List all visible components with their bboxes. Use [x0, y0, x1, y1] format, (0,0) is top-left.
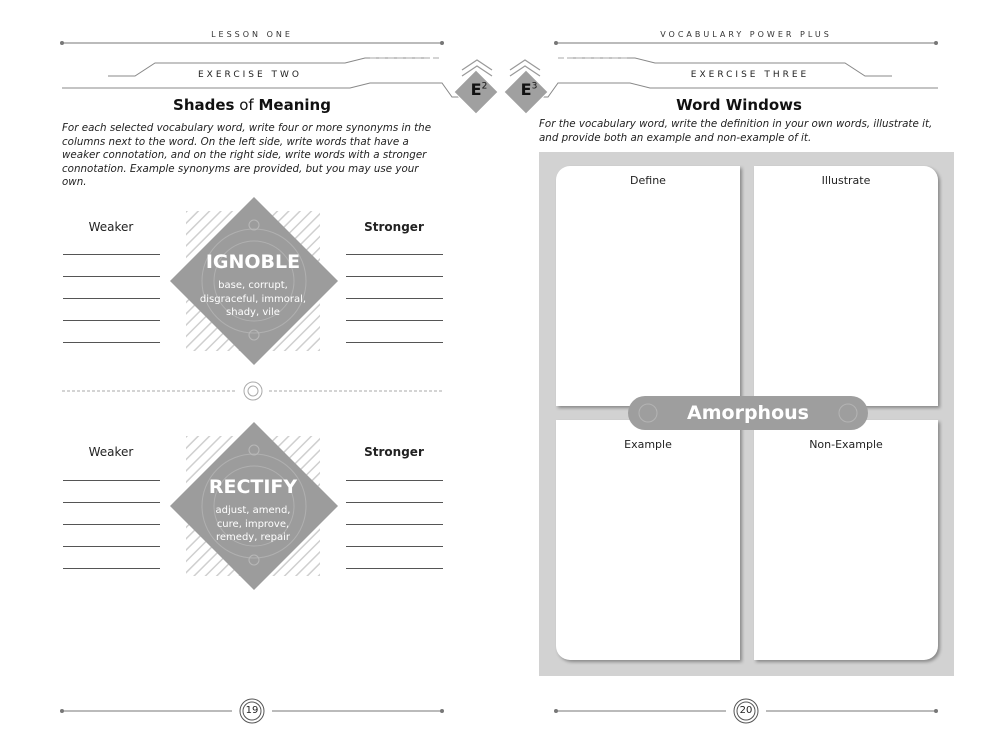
- badge-left-number: 2: [481, 81, 488, 92]
- synonym-list: [168, 279, 338, 320]
- answer-line[interactable]: [346, 480, 443, 481]
- title-part-3: Meaning: [258, 96, 331, 114]
- answer-line[interactable]: [63, 568, 160, 569]
- window-non-example[interactable]: [754, 420, 938, 660]
- exercise-label-right: EXERCISE THREE: [690, 70, 810, 80]
- weaker-label: Weaker: [88, 445, 134, 459]
- window-example[interactable]: [556, 420, 740, 660]
- answer-line[interactable]: [63, 480, 160, 481]
- answer-line[interactable]: [346, 276, 443, 277]
- title-part-1: Shades: [173, 96, 235, 114]
- answer-line[interactable]: [63, 546, 160, 547]
- weaker-label: Weaker: [88, 220, 134, 234]
- define-label: Define: [630, 174, 666, 187]
- target-word: Amorphous: [687, 402, 809, 424]
- exercise-label-left: EXERCISE TWO: [197, 70, 303, 80]
- instructions-right: For the vocabulary word, write the definition in your own words, illustrate it, and provide both an example and non-example of it.: [539, 118, 933, 144]
- footer-ornament: [0, 696, 1000, 726]
- running-head-right: VOCABULARY POWER PLUS: [660, 30, 832, 39]
- badge-left-letter: E: [470, 80, 482, 99]
- answer-line[interactable]: [63, 342, 160, 343]
- badge-left-text: [466, 80, 492, 99]
- window-illustrate[interactable]: [754, 166, 938, 406]
- answer-line[interactable]: [63, 524, 160, 525]
- illustrate-label: Illustrate: [821, 174, 871, 187]
- instructions-left: For each selected vocabulary word, write four or more synonyms in the columns next to the word. On the left side, write words that have a weaker connotation, and on the right side, write words with a stronger connotation. Example synonyms are provided, but you may use your own.: [62, 122, 432, 189]
- answer-line[interactable]: [63, 254, 160, 255]
- badge-right-number: 3: [531, 81, 538, 92]
- answer-line[interactable]: [346, 568, 443, 569]
- synonym-line: adjust, amend,: [215, 505, 291, 516]
- answer-line[interactable]: [346, 254, 443, 255]
- answer-line[interactable]: [346, 320, 443, 321]
- synonym-line: disgraceful, immoral,: [199, 293, 307, 305]
- window-define[interactable]: [556, 166, 740, 406]
- synonym-line: remedy, repair: [216, 532, 290, 543]
- synonym-list: [168, 504, 338, 545]
- section-divider: [62, 380, 444, 402]
- vocab-word: RECTIFY: [208, 476, 298, 498]
- answer-line[interactable]: [63, 502, 160, 503]
- synonym-line: base, corrupt,: [218, 280, 288, 291]
- answer-line[interactable]: [346, 502, 443, 503]
- answer-line[interactable]: [63, 298, 160, 299]
- page-number-left: 19: [245, 705, 259, 716]
- stronger-label: Stronger: [364, 220, 424, 234]
- page-number-right: 20: [739, 705, 753, 716]
- synonym-line: cure, improve,: [216, 518, 290, 530]
- vocab-word: IGNOBLE: [205, 251, 301, 273]
- page-title-left: [62, 96, 442, 114]
- stronger-label: Stronger: [364, 445, 424, 459]
- answer-line[interactable]: [346, 524, 443, 525]
- non-example-label: Non-Example: [809, 438, 883, 451]
- example-label: Example: [624, 438, 672, 451]
- answer-line[interactable]: [346, 546, 443, 547]
- answer-line[interactable]: [346, 298, 443, 299]
- answer-line[interactable]: [346, 342, 443, 343]
- answer-line[interactable]: [63, 276, 160, 277]
- badge-right-letter: E: [520, 80, 532, 99]
- title-part-2: of: [234, 96, 259, 114]
- synonym-line: shady, vile: [226, 307, 280, 318]
- running-head-left: LESSON ONE: [211, 30, 293, 39]
- answer-line[interactable]: [63, 320, 160, 321]
- page-title-right: Word Windows: [676, 96, 802, 114]
